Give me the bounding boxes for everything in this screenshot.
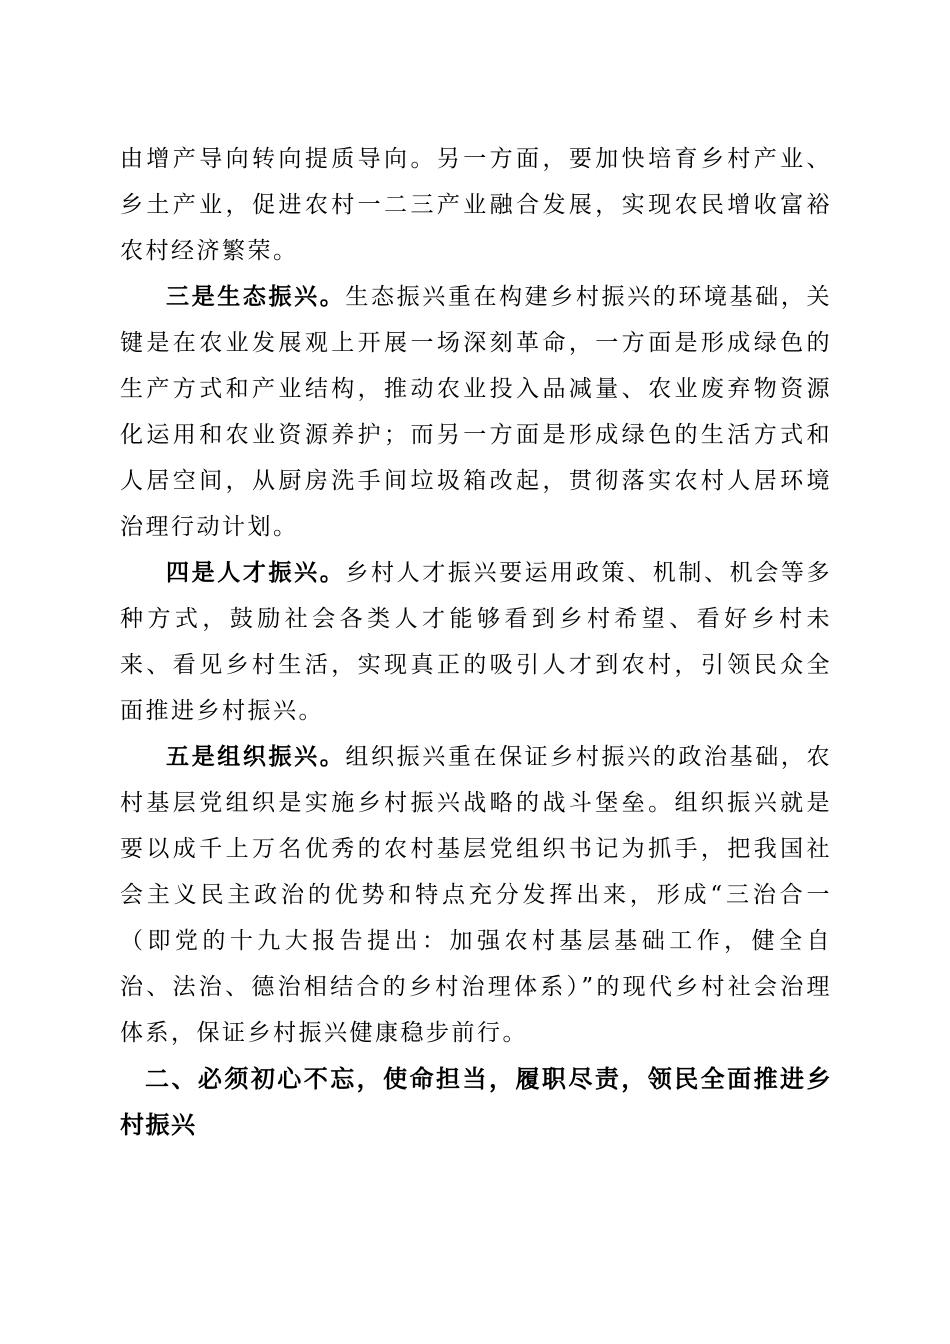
paragraph-organization-revitalization: [120, 734, 832, 1056]
paragraph-text: 由增产导向转向提质导向。另一方面，要加快培育乡村产业、乡土产业，促进农村一二三产业融合发展，实现农民增收富裕农村经济繁荣。: [120, 146, 832, 264]
paragraph-talent-revitalization: [120, 550, 832, 734]
paragraph-lead: 四是人才振兴。: [166, 559, 346, 586]
paragraph-ecology-revitalization: [120, 274, 832, 550]
document-body: [120, 136, 832, 1148]
paragraph-text: 乡村人才振兴要运用政策、机制、机会等多种方式，鼓励社会各类人才能够看到乡村希望、看好乡村未来、看见乡村生活，实现真正的吸引人才到农村，引领民众全面推进乡村振兴。: [120, 560, 833, 724]
paragraph-text: 生态振兴重在构建乡村振兴的环境基础，关键是在农业发展观上开展一场深刻革命，一方面是形成绿色的生产方式和产业结构，推动农业投入品减量、农业废弃物资源化运用和农业资源养护；而另一方面是形成绿色的生活方式和人居空间，从厨房洗手间垃圾箱改起，贯彻落实农村人居环境治理行动计划。: [120, 284, 833, 540]
paragraph-continued: [120, 136, 832, 274]
section-heading: 二、必须初心不忘，使命担当，履职尽责，领民全面推进乡村振兴: [120, 1065, 832, 1139]
paragraph-text: 组织振兴重在保证乡村振兴的政治基础，农村基层党组织是实施乡村振兴战略的战斗堡垒。组织振兴就是要以成千上万名优秀的农村基层党组织书记为抓手，把我国社会主义民主政治的优势和特点充分发挥出来，形成“三治合一（即党的十九大报告提出：加强农村基层基础工作，健全自治、法治、德治相结合的乡村治理体系）”的现代乡村社会治理体系，保证乡村振兴健康稳步前行。: [120, 744, 833, 1046]
paragraph-lead: 三是生态振兴。: [166, 283, 346, 310]
paragraph-lead: 五是组织振兴。: [166, 743, 346, 770]
